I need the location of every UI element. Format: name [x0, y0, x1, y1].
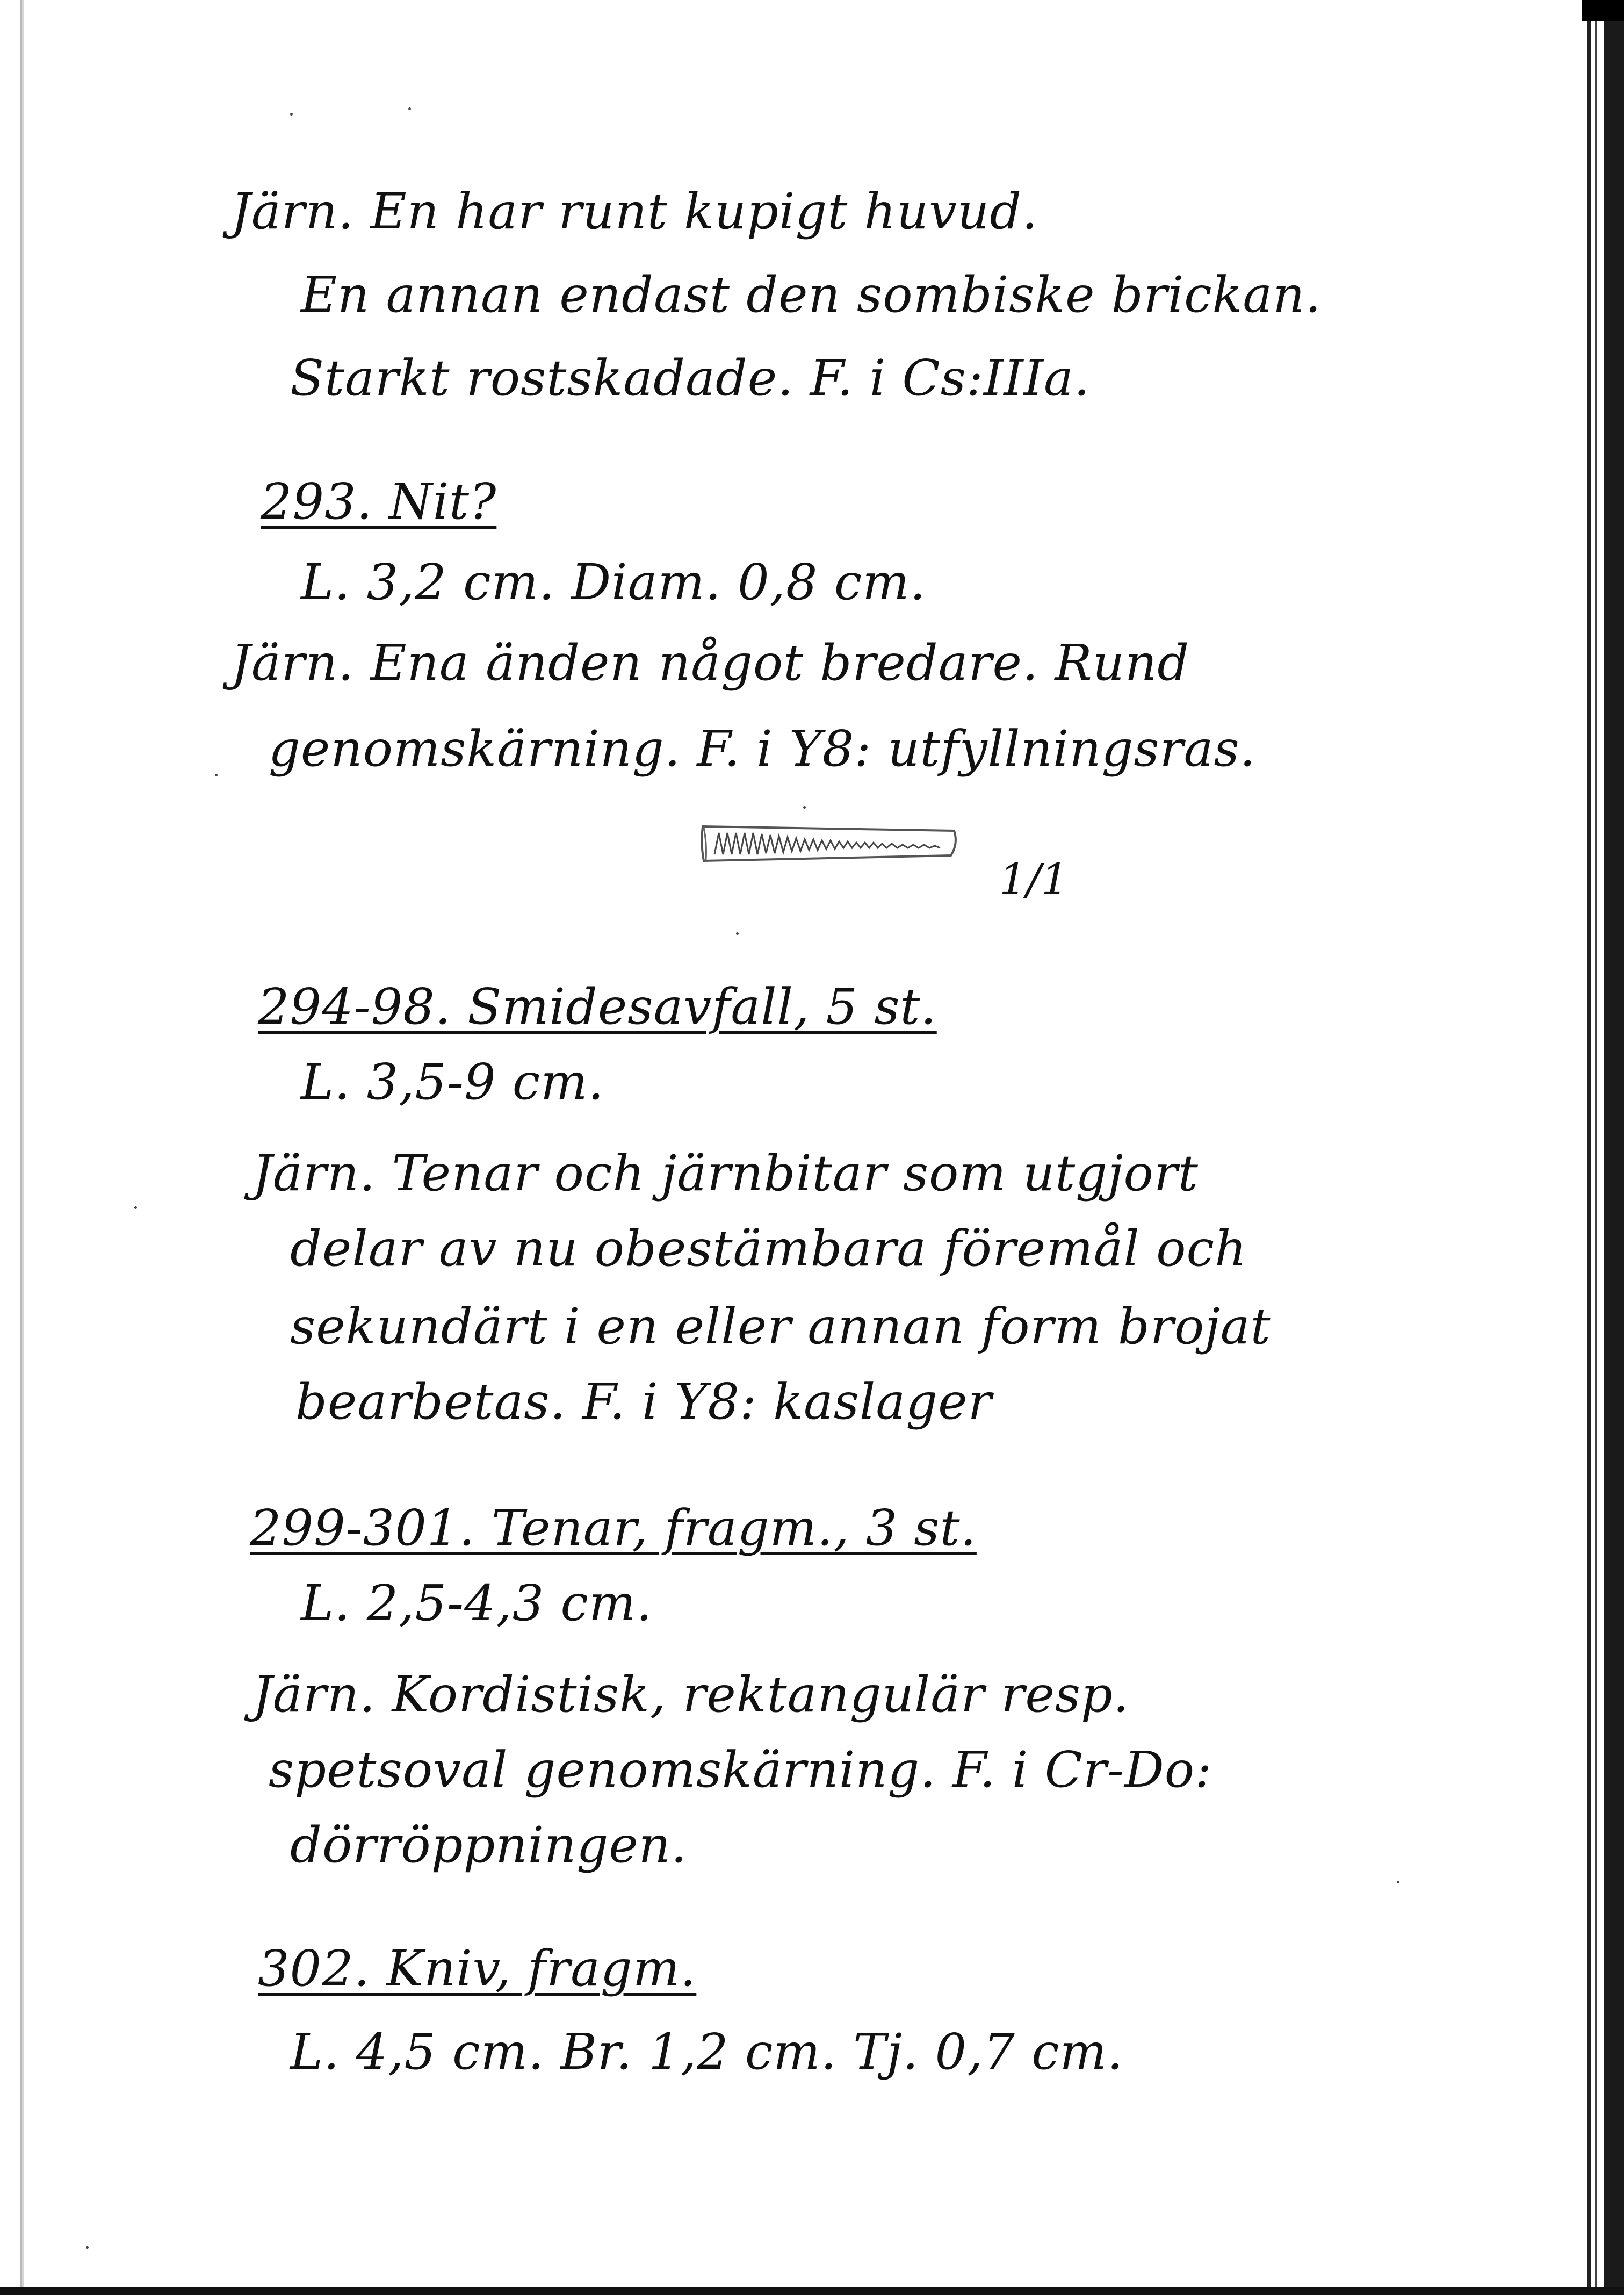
- page-stack-edge: [1582, 0, 1624, 2295]
- text-line: spetsoval genomskärning. F. i Cr-Do:: [269, 1741, 1212, 1798]
- text-line: En annan endast den sombiske brickan.: [301, 266, 1322, 323]
- text-line: delar av nu obestämbara föremål och: [290, 1220, 1247, 1277]
- text-line: Järn. Tenar och järnbitar som utgjort: [252, 1145, 1199, 1202]
- entry-heading: 294-98. Smidesavfall, 5 st.: [258, 978, 937, 1035]
- text-line: Starkt rostskadade. F. i Cs:IIIa.: [290, 349, 1091, 407]
- speck: [408, 107, 411, 110]
- rivet-sketch: [698, 817, 962, 870]
- text-line: Järn. Kordistisk, rektangulär resp.: [252, 1666, 1130, 1723]
- text-line: Järn. En har runt kupigt huvud.: [231, 183, 1038, 240]
- speck: [736, 932, 739, 935]
- text-line: dörröppningen.: [290, 1816, 688, 1874]
- speck: [215, 774, 218, 776]
- text-line: L. 3,2 cm. Diam. 0,8 cm.: [301, 553, 926, 611]
- speck: [290, 113, 293, 116]
- text-line: L. 2,5-4,3 cm.: [301, 1574, 653, 1632]
- bottom-edge: [0, 2287, 1624, 2295]
- text-line: genomskärning. F. i Y8: utfyllningsras.: [269, 720, 1256, 778]
- text-line: Järn. Ena änden något bredare. Rund: [231, 634, 1190, 692]
- text-line: L. 4,5 cm. Br. 1,2 cm. Tj. 0,7 cm.: [290, 2023, 1124, 2081]
- speck: [134, 1206, 137, 1209]
- text-line: L. 3,5-9 cm.: [301, 1053, 604, 1111]
- scale-note: 1/1: [999, 854, 1069, 904]
- speck: [1397, 1881, 1399, 1883]
- text-line: sekundärt i en eller annan form brojat: [290, 1298, 1271, 1355]
- entry-heading: 302. Kniv, fragm.: [258, 1940, 697, 1997]
- speck: [803, 806, 806, 809]
- speck: [86, 2246, 89, 2249]
- text-line: bearbetas. F. i Y8: kaslager: [295, 1373, 992, 1430]
- entry-heading: 293. Nit?: [261, 473, 497, 530]
- binding-edge: [20, 0, 60, 2295]
- entry-heading: 299-301. Tenar, fragm., 3 st.: [250, 1499, 977, 1557]
